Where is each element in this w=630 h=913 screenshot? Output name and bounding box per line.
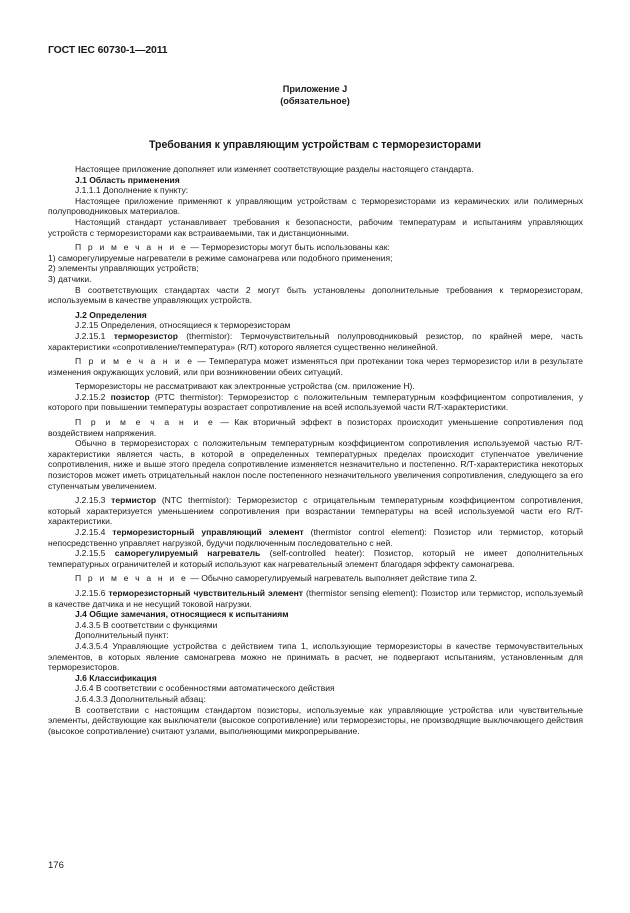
note-text: — Терморезисторы могут быть использованы как: [187,242,390,253]
annex-heading [0,83,630,107]
note [48,356,583,377]
paragraph: J.6.4 В соответствии с особенностями автоматического действия [75,683,335,694]
list-item: 1) саморегулируемые нагреватели в режиме самонагрева или подобного применения; [48,252,393,263]
note-text: — Обычно саморегулируемый нагреватель выполняет действие типа 2. [187,573,478,584]
definition-number: J.2.15.1 [75,330,114,341]
definition-text: (PTC thermistor): Терморезистор с положительным температурным коэффициентом сопротивления, у которого при повышении температуры возрастает сопротивление на всей используемой части R/T-характеристики. [48,391,583,413]
note-text: — Как вторичный эффект в позисторах происходит уменьшение сопротивления под воздействием напряжения. [48,417,583,438]
paragraph: Настоящий стандарт устанавливает требования к безопасности, рабочим температурам и испытаниям управляющих устройств с терморезисторами как встраиваемыми, так и дистанционными. [48,216,583,238]
list-item: 2) элементы управляющих устройств; [48,263,199,274]
paragraph: Терморезисторы не рассматривают как электронные устройства (см. приложение Н). [75,381,415,392]
definition-text: (thermistor sensing element): Позистор или термистор, используемый в качестве датчика и не несущий токовой нагрузки. [48,587,583,609]
definition [48,392,583,413]
definition-text: (thermistor control element): Позистор или термистор, который непосредственно управляет нагрузкой, будучи подключенным последовательно с ней. [48,527,583,548]
paragraph: Настоящее приложение применяют к управляющим устройствам с терморезисторами из керамических или полимерных полупроводниковых материалов. [48,195,583,217]
list-item: 3) датчики. [48,273,92,284]
paragraph: J.1.1.1 Дополнение к пункту: [75,185,189,196]
definition-number: J.2.15.5 [75,548,115,559]
note-text: — Температура может изменяться при протекании тока через терморезистор или в результате изменения окружающих условий, или при возникновении обеих ситуаций. [48,356,583,377]
note-label: П р и м е ч а н и е [75,242,188,253]
section-heading: J.1 Область применения [75,174,180,185]
definition-term: термистор [111,495,157,506]
annex-status: (обязательное) [280,96,350,106]
definition-text: (NTC thermistor): Терморезистор с отрицательным температурным коэффициентом сопротивления, который характеризуется уменьшением сопротивления при возрастании температуры на всей используемой части его R/T-характеристики. [48,495,583,527]
paragraph: Обычно в терморезисторах с положительным температурным коэффициентом сопротивления используемой частью R/T-характеристики является часть, в которой в определенных температурных пределах происходит ступенчатое увеличение сопротивления, ниже и выше этого предела сопротивление изменяется незначительно и постепенно. R/T-характеристика некоторых позисторов может иметь отрицательный наклон после постепенного незначительного увеличения сопротивления, следующего за его ступенчатым увеличением. [48,438,583,491]
section-heading: J.2 Определения [75,309,147,320]
definition-term: позистор [110,391,150,402]
note-label: П р и м е ч а н и е [75,356,195,367]
paragraph: J.6.4.3.3 Дополнительный абзац: [75,693,206,704]
definition [48,588,583,609]
definition [48,495,583,527]
annex-title: Приложение J [282,84,348,94]
note [48,417,583,438]
note-label: П р и м е ч а н и е [75,573,188,584]
document-body [48,164,583,736]
page-number: 176 [48,860,64,871]
definition-number: J.2.15.6 [75,587,109,598]
paragraph: В соответствии с настоящим стандартом позисторы, используемые как управляющие устройства или чувствительные элементы, действующие как выключатели (высокое сопротивление) или терморезисторы, не производящие выключающего действия (высокое сопротивление) считают узлами, выполняющими микропрерывание. [48,704,583,736]
section-heading: J.6 Классификация [75,672,157,683]
note [48,242,583,253]
annex-main-title: Требования к управляющим устройствам с терморезисторами [148,139,482,151]
document-header: ГОСТ IEC 60730-1—2011 [48,45,168,56]
definition [48,548,583,569]
definition-number: J.2.15.3 [75,495,112,506]
definition-number: J.2.15.2 [75,391,111,402]
paragraph: J.4.3.5.4 Управляющие устройства с действием типа 1, использующие терморезисторы в качестве термочувствительных элементов, в которых явление самонагрева можно не принимать в расчет, не подвергают испытаниям, установленным для терморезисторов. [48,640,583,673]
paragraph: В соответствующих стандартах части 2 могут быть установлены дополнительные требования к терморезисторам, используемым в качестве управляющих устройств. [48,284,583,306]
definition [48,527,583,548]
definition-text: (thermistor): Термочувствительный полупроводниковый резистор, по крайней мере, часть характеристики «сопротивление/температура» (R/T) которого является существенно нелинейной. [48,330,583,352]
definition-number: J.2.15.4 [75,527,113,537]
paragraph: J.4.3.5 В соответствии с функциями [75,619,218,630]
definition-text: (self-controlled heater): Позистор, который не имеет дополнительных температурных ограничителей и который используют как нагревательный элемент благодаря эффекту самонагрева. [48,548,583,569]
definition-term: саморегулируемый нагреватель [114,548,261,559]
paragraph: Настоящее приложение дополняет или изменяет соответствующие разделы настоящего стандарта. [75,164,474,174]
definition [48,331,583,352]
definition-term: терморезисторный чувствительный элемент [108,587,303,598]
definition-term: терморезистор [113,330,178,341]
note-label: П р и м е ч а н и е [75,417,215,428]
section-heading: J.4 Общие замечания, относящиеся к испытаниям [75,609,289,620]
paragraph: J.2.15 Определения, относящиеся к терморезисторам [75,320,291,331]
definition-term: терморезисторный управляющий элемент [112,527,304,537]
note [48,573,583,584]
paragraph: Дополнительный пункт: [75,630,169,641]
